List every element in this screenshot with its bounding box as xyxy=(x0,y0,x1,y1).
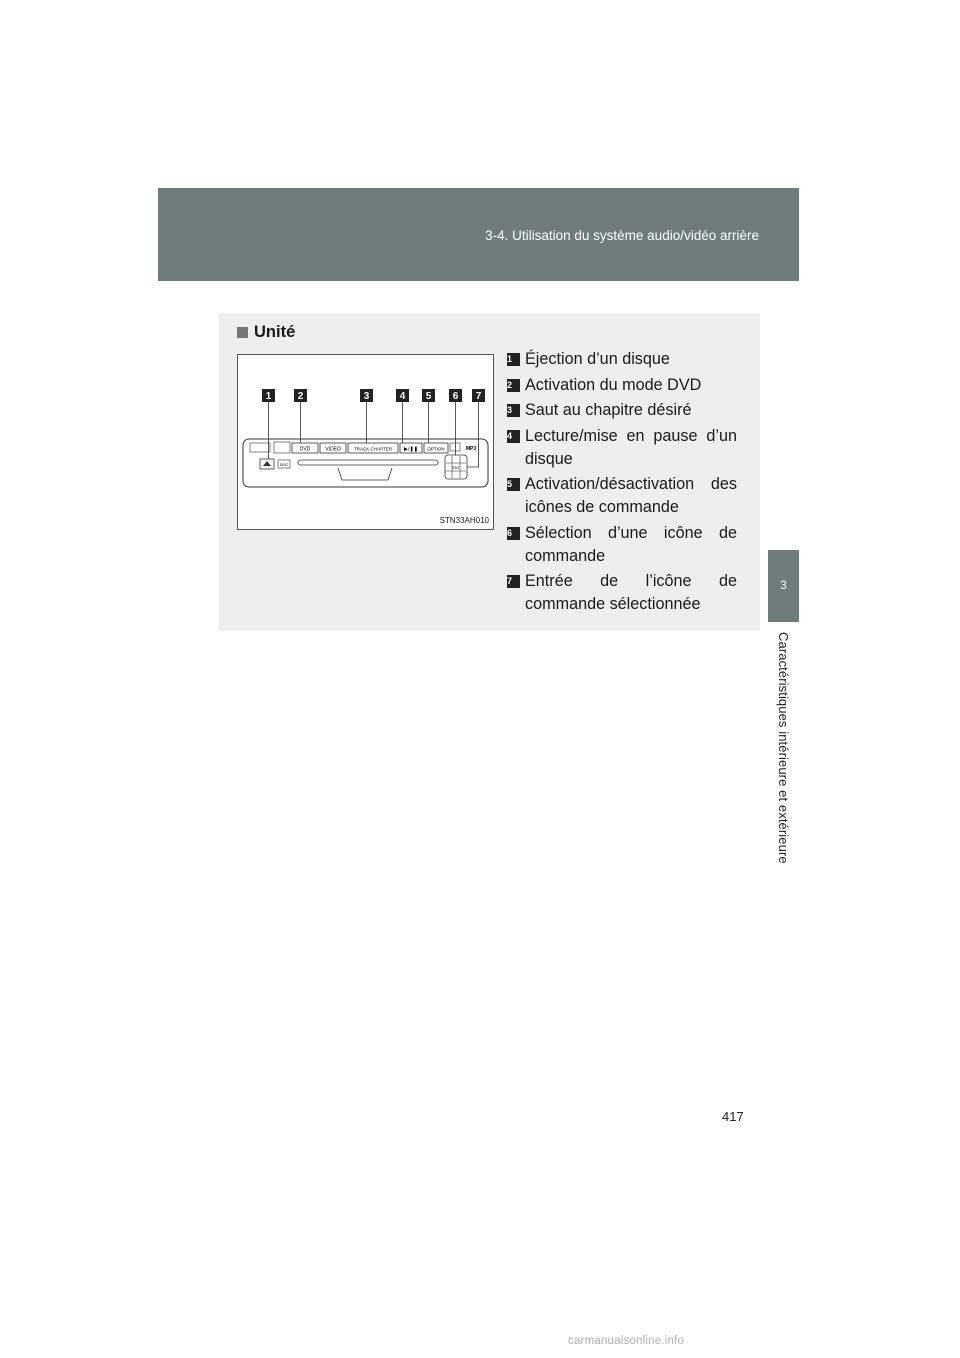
callout-1 xyxy=(262,389,275,402)
list-item xyxy=(507,473,737,519)
number-marker-icon: 6 xyxy=(507,527,520,540)
svg-text:TRACK CHAPTER: TRACK CHAPTER xyxy=(353,446,393,452)
svg-text:VIDEO: VIDEO xyxy=(325,446,341,453)
callout-3-label: 3 xyxy=(363,391,370,402)
number-marker-icon: 5 xyxy=(507,478,520,491)
chapter-tab xyxy=(768,550,799,622)
list-item xyxy=(507,425,737,471)
number-marker-icon: 4 xyxy=(507,430,520,443)
svg-text:ENT: ENT xyxy=(452,466,460,470)
page-number: 417 xyxy=(722,1109,744,1124)
callout-6 xyxy=(449,389,462,402)
item-text: Activation/désactivation des icônes de commande xyxy=(525,475,737,516)
svg-text:DISC: DISC xyxy=(279,463,289,467)
list-item xyxy=(507,348,737,371)
item-text: Activation du mode DVD xyxy=(525,375,702,394)
chapter-title: Caractéristiques intérieure et extérieure xyxy=(776,632,791,864)
section-heading xyxy=(237,323,295,342)
item-text: Sélection d’une icône de commande xyxy=(525,523,737,565)
list-item xyxy=(507,570,737,616)
square-bullet-icon xyxy=(237,327,248,338)
chapter-number: 3 xyxy=(780,578,787,592)
svg-text:MP3: MP3 xyxy=(465,446,477,452)
content-panel xyxy=(219,313,760,631)
disc-slot xyxy=(298,460,438,465)
header-band xyxy=(158,188,799,281)
number-marker-icon: 2 xyxy=(507,379,520,392)
dvd-unit-drawing xyxy=(238,355,493,529)
svg-text:DVD: DVD xyxy=(299,446,311,453)
callout-2-label: 2 xyxy=(297,391,304,402)
callout-3 xyxy=(360,389,373,402)
watermark: carmanualsonline.info xyxy=(568,1335,685,1347)
callout-7 xyxy=(472,389,485,402)
list-item xyxy=(507,374,737,397)
callout-7-label: 7 xyxy=(475,391,482,402)
item-text: Saut au chapitre désiré xyxy=(525,401,692,419)
list-item xyxy=(507,399,737,422)
number-marker-icon: 3 xyxy=(507,404,520,417)
item-text: Lecture/mise en pause d’un disque xyxy=(525,426,737,468)
callout-5 xyxy=(422,389,435,402)
breadcrumb: 3-4. Utilisation du système audio/vidéo arrière xyxy=(485,228,759,243)
svg-text:OPTION: OPTION xyxy=(427,446,445,452)
figure-code: STN33AH010 xyxy=(439,516,489,525)
number-marker-icon: 7 xyxy=(507,575,520,588)
item-text: Éjection d’un disque xyxy=(525,350,670,368)
callout-4-label: 4 xyxy=(399,391,406,402)
number-marker-icon: 1 xyxy=(507,353,520,366)
callout-6-label: 6 xyxy=(452,391,459,402)
callout-2 xyxy=(294,389,307,402)
callout-5-label: 5 xyxy=(425,391,432,402)
section-title-text: Unité xyxy=(254,323,296,341)
svg-text:▶/❚❚: ▶/❚❚ xyxy=(404,446,418,453)
unit-illustration xyxy=(237,354,494,530)
item-list xyxy=(507,348,737,619)
callout-4 xyxy=(396,389,409,402)
item-text: Entrée de l’icône de commande sélectionnée xyxy=(525,572,737,613)
list-item xyxy=(507,522,737,568)
callout-1-label: 1 xyxy=(265,391,272,402)
